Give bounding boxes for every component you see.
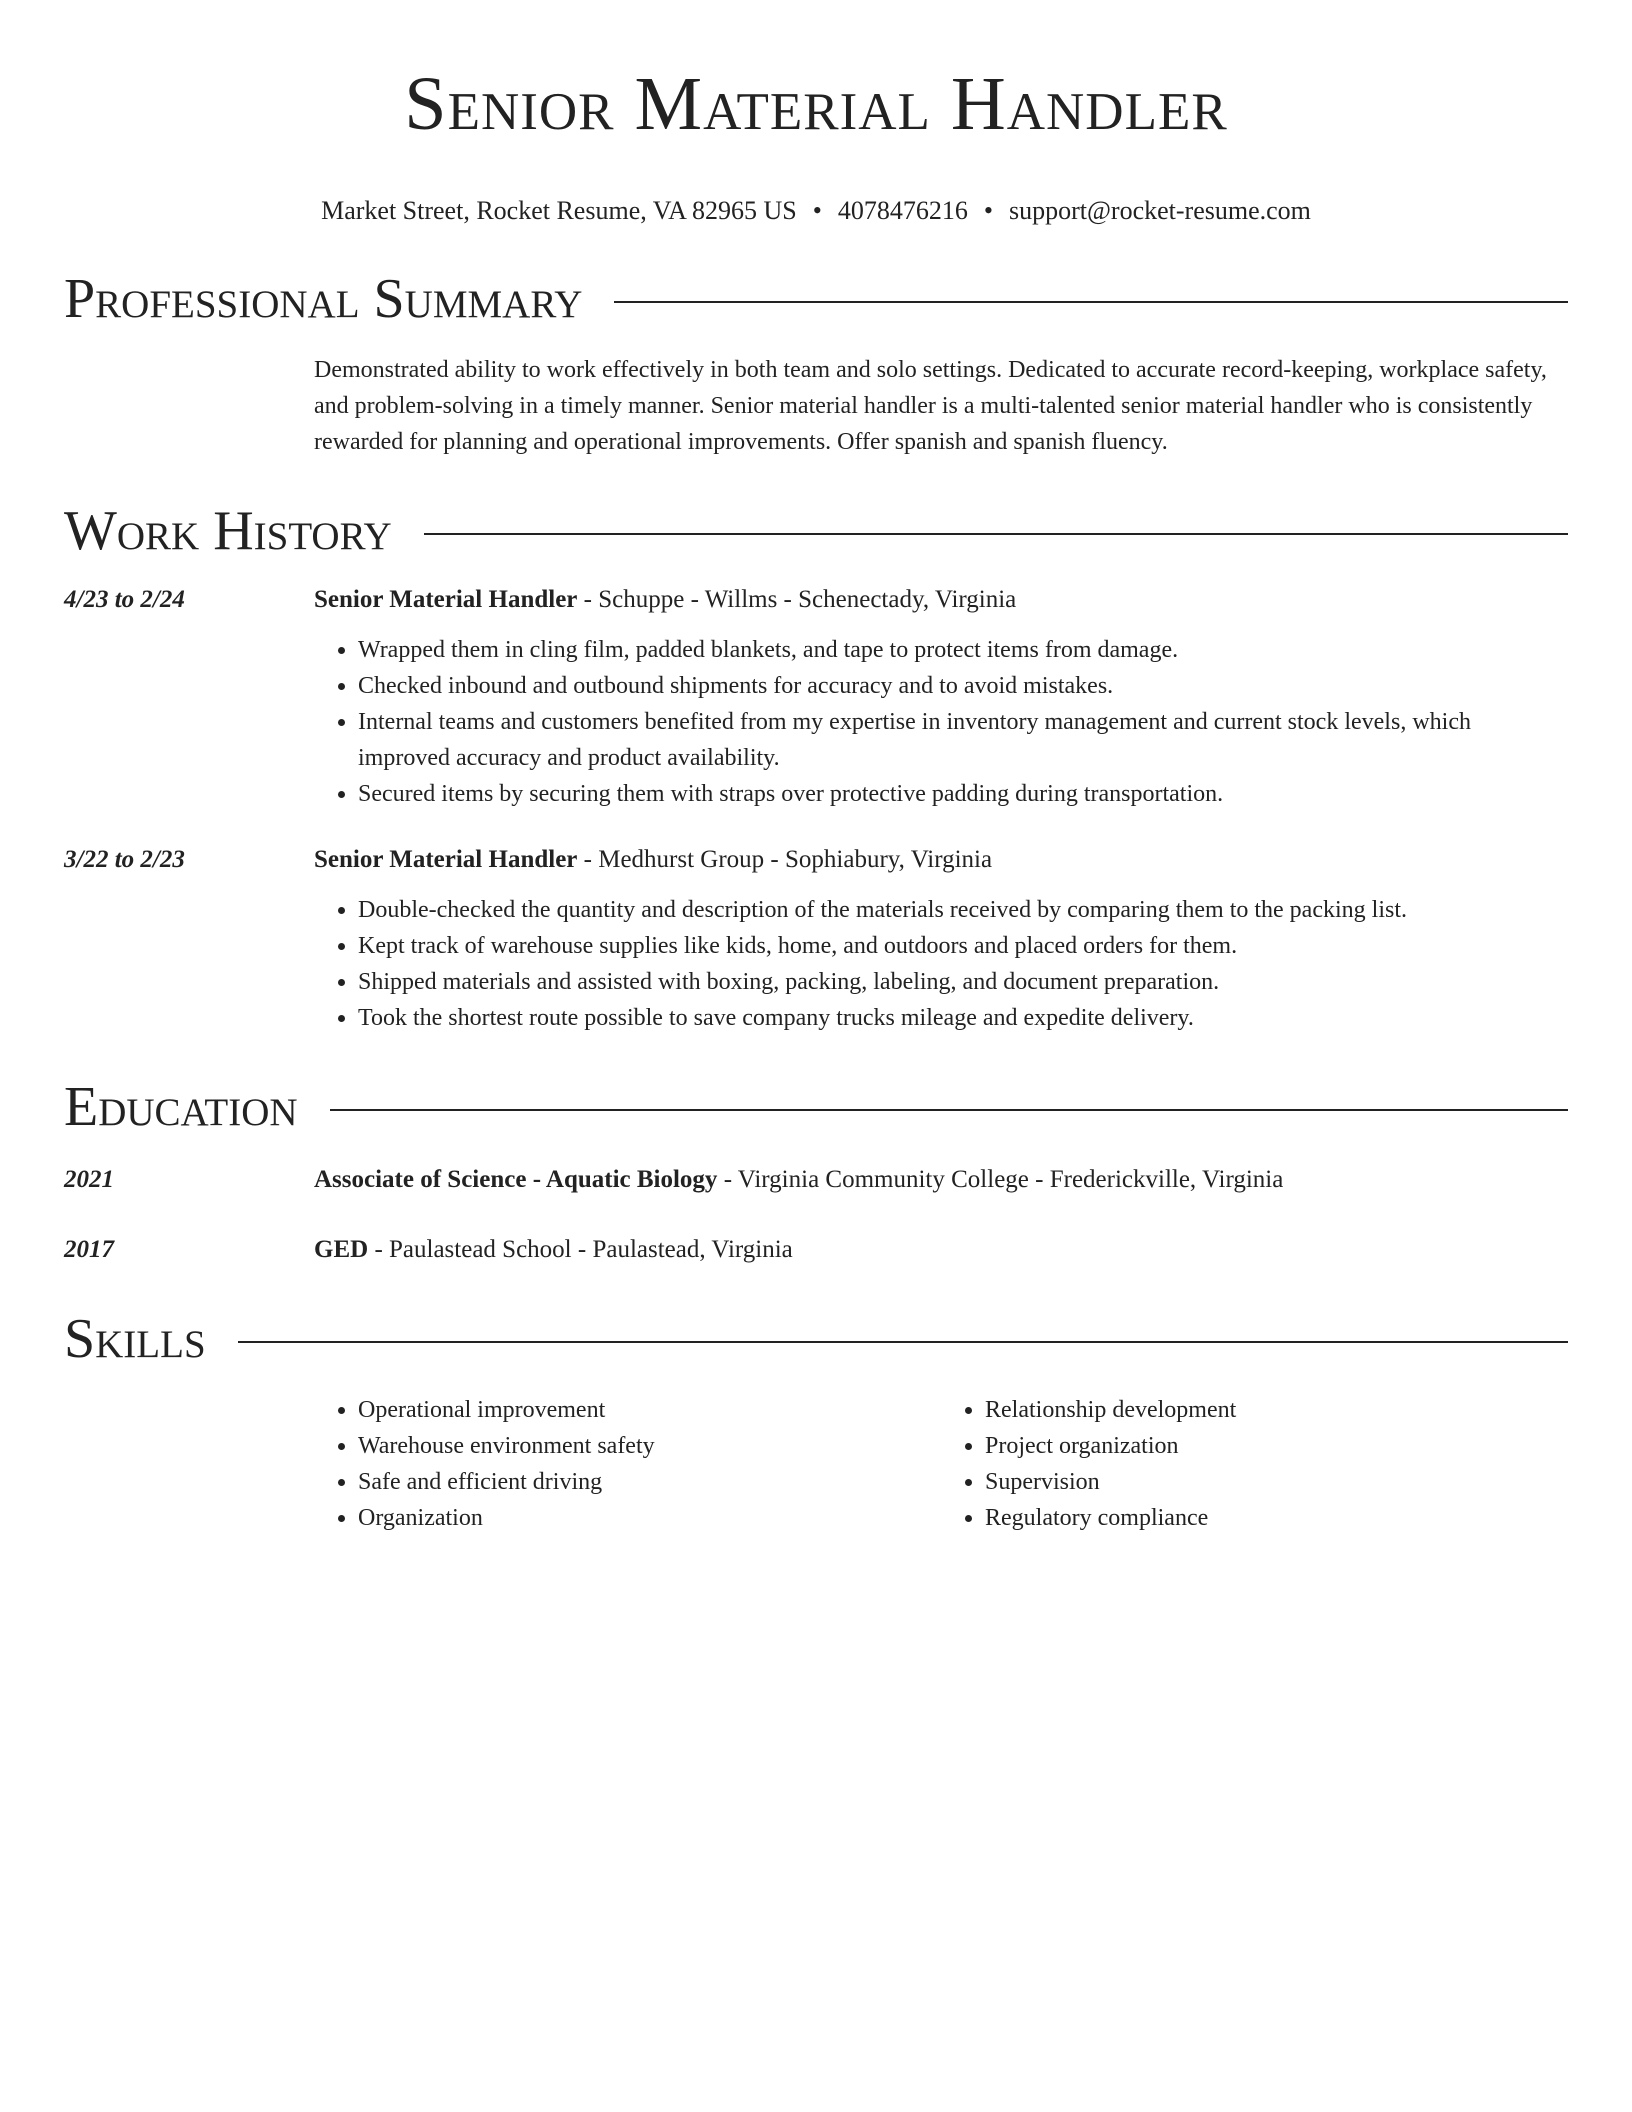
skill-item: • Warehouse environment safety	[358, 1428, 941, 1464]
education-heading	[314, 1232, 1568, 1268]
section-divider	[330, 1109, 1568, 1111]
job-employer: - Medhurst Group - Sophiabury, Virginia	[577, 846, 993, 873]
job-body	[314, 582, 1568, 812]
job-title: Senior Material Handler	[314, 586, 578, 613]
section-divider	[424, 533, 1568, 535]
job-heading	[314, 582, 1568, 618]
skill-item: • Safe and efficient driving	[358, 1464, 941, 1500]
address: Market Street, Rocket Resume, VA 82965 US	[321, 196, 797, 225]
job-duties	[314, 892, 1568, 1036]
degree: Associate of Science - Aquatic Biology	[314, 1166, 718, 1193]
skills-column-left	[314, 1392, 941, 1536]
list-item: • Kept track of warehouse supplies like kids, home, and outdoors and placed orders for them.	[358, 928, 1568, 964]
education-entry	[64, 1232, 1568, 1268]
list-item: • Shipped materials and assisted with boxing, packing, labeling, and document preparation.	[358, 964, 1568, 1000]
contact-line	[64, 194, 1568, 228]
skill-item: • Organization	[358, 1500, 941, 1536]
list-item: • Secured items by securing them with straps over protective padding during transportation.	[358, 776, 1568, 812]
education-year: 2021	[64, 1166, 114, 1193]
section-divider	[238, 1341, 1568, 1343]
section-skills-header	[64, 1308, 1568, 1370]
separator: •	[983, 196, 993, 225]
school: - Paulastead School - Paulastead, Virginia	[368, 1236, 793, 1263]
list-item: • Checked inbound and outbound shipments for accuracy and to avoid mistakes.	[358, 668, 1568, 704]
list-item: • Wrapped them in cling film, padded blankets, and tape to protect items from damage.	[358, 632, 1568, 668]
skill-item: • Relationship development	[985, 1392, 1568, 1428]
education-year: 2017	[64, 1236, 114, 1263]
job-body	[314, 842, 1568, 1036]
skill-item: • Supervision	[985, 1464, 1568, 1500]
skills-list	[314, 1392, 1568, 1536]
list-item: • Double-checked the quantity and description of the materials received by comparing them to the packing list.	[358, 892, 1568, 928]
education-heading	[314, 1162, 1568, 1198]
section-divider	[614, 301, 1568, 303]
job-dates: 3/22 to 2/23	[64, 846, 185, 873]
job-employer: - Schuppe - Willms - Schenectady, Virginia	[577, 586, 1017, 613]
section-title-education: Education	[64, 1076, 298, 1138]
separator: •	[812, 196, 822, 225]
phone: 4078476216	[837, 196, 968, 225]
list-item: • Internal teams and customers benefited from my expertise in inventory management and current stock levels, which improved accuracy and product availability.	[358, 704, 1568, 776]
skill-item: • Operational improvement	[358, 1392, 941, 1428]
section-education-header	[64, 1076, 1568, 1138]
section-title-work: Work History	[64, 500, 392, 562]
job-duties	[314, 632, 1568, 812]
job-title: Senior Material Handler	[314, 846, 578, 873]
section-summary-header	[64, 268, 1568, 330]
section-title-skills: Skills	[64, 1308, 206, 1370]
email: support@rocket-resume.com	[1008, 196, 1311, 225]
summary-text: Demonstrated ability to work effectively in both team and solo settings. Dedicated to accurate record-keeping, workplace safety, and problem-solving in a timely manner. Senior material handler is a multi-talented senior material handler who is consistently rewarded for planning and operational improvements. Offer spanish and spanish fluency.	[314, 357, 1547, 455]
skill-item: • Project organization	[985, 1428, 1568, 1464]
list-item: • Took the shortest route possible to save company trucks mileage and expedite delivery.	[358, 1000, 1568, 1036]
job-dates: 4/23 to 2/24	[64, 586, 185, 613]
education-entry	[64, 1162, 1568, 1198]
job-entry	[64, 842, 1568, 1036]
job-entry	[64, 582, 1568, 812]
candidate-name: Senior Material Handler	[404, 62, 1228, 146]
section-title-summary: Professional Summary	[64, 268, 583, 330]
section-work-header	[64, 500, 1568, 562]
skills-column-right	[941, 1392, 1568, 1536]
job-heading	[314, 842, 1568, 878]
degree: GED	[314, 1236, 369, 1263]
school: - Virginia Community College - Frederickville, Virginia	[717, 1166, 1284, 1193]
skill-item: • Regulatory compliance	[985, 1500, 1568, 1536]
